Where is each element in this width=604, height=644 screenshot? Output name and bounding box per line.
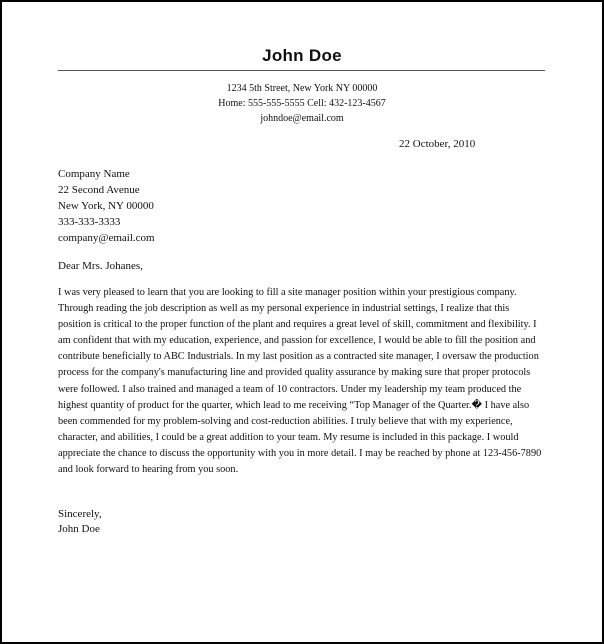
sender-phones: Home: 555-555-5555 Cell: 432-123-4567 [218,98,386,109]
recipient-company: Company Name [58,168,130,180]
recipient-block [58,166,155,246]
signature-name: John Doe [58,523,100,535]
recipient-email: company@email.com [58,232,155,244]
sender-contact-block [2,81,602,126]
closing-phrase: Sincerely, [58,508,102,520]
recipient-city: New York, NY 00000 [58,200,154,212]
closing-block [58,507,102,537]
recipient-street: 22 Second Avenue [58,184,140,196]
salutation: Dear Mrs. Johanes, [58,260,143,272]
letter-body: I was very pleased to learn that you are looking to fill a site manager position within your prestigious company. Through reading the job description as well as my personal experience in industrial settings, I realize that this position is critical to the proper function of the plant and requires a great level of skill, commitment and flexibility. I am confident that with my education, experience, and passion for excellence, I would be able to fill the position and contribute beneficially to ABC Industrials. In my last position as a contracted site manager, I oversaw the production process for the company's manufacturing line and provided quality assurance by making sure that proper protocols were followed. I also trained and managed a team of 10 contractors. Under my leadership my team produced the highest quantity of product for the quarter, which lead to me receiving “Top Manager of the Quarter.� I have also been commended for my problem-solving and cost-reduction abilities. I truly believe that with my experience, character, and abilities, I could be a great addition to your team. My resume is included in this package. I would appreciate the chance to discuss the opportunity with you in more detail. I may be reached by phone at 123-456-7890 and look forward to hearing from you soon. [58,287,542,476]
letter-date: 22 October, 2010 [399,138,476,150]
header-divider [58,70,545,71]
sender-email: johndoe@email.com [260,113,344,124]
recipient-phone: 333-333-3333 [58,216,121,228]
sender-address: 1234 5th Street, New York NY 00000 [226,83,378,94]
sender-name: John Doe [262,46,342,65]
